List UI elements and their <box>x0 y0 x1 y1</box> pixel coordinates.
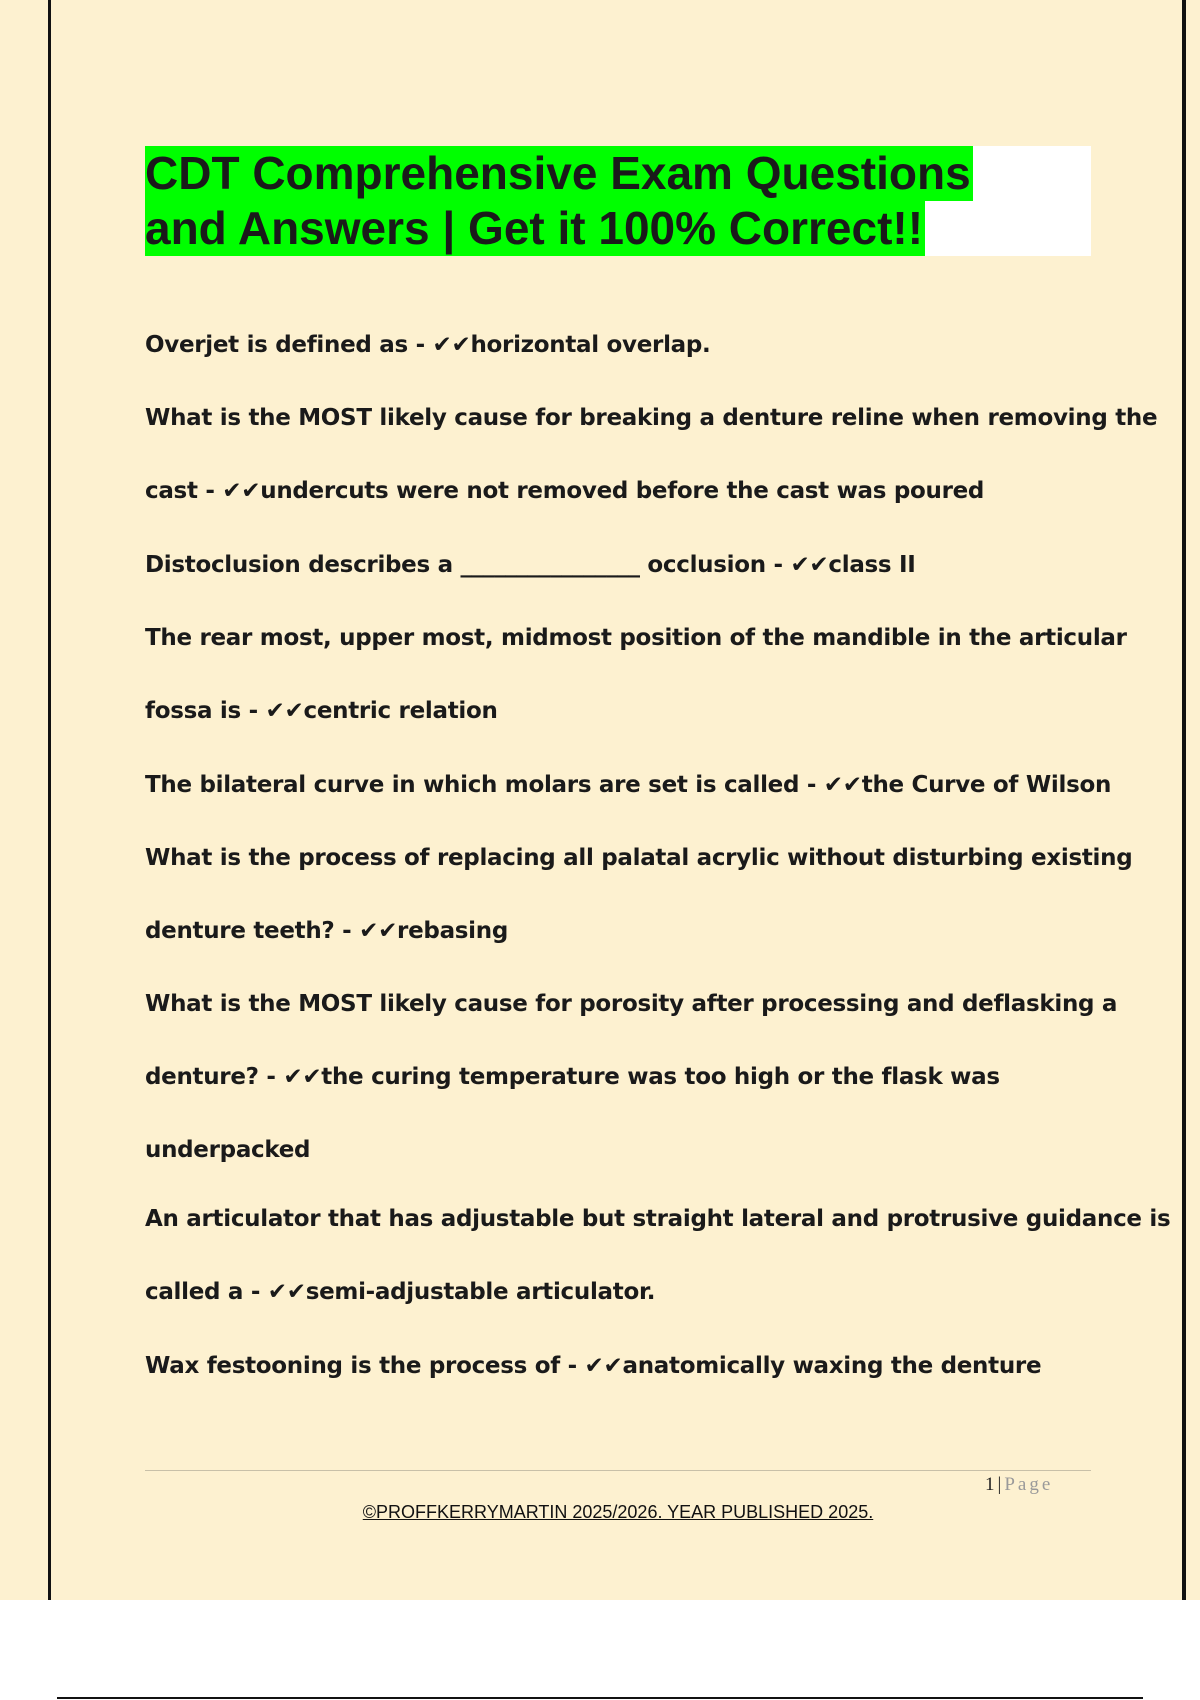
title-line-2: and Answers | Get it 100% Correct!! <box>145 202 924 254</box>
page-border-left <box>48 0 51 1600</box>
text-line: Overjet is defined as - ✔✔horizontal overlap. <box>145 332 711 358</box>
text-line: denture? - ✔✔the curing temperature was too high or the flask was <box>145 1064 1000 1090</box>
text-line: An articulator that has adjustable but straight lateral and protrusive guidance is <box>145 1206 1171 1232</box>
text-line: fossa is - ✔✔centric relation <box>145 698 498 724</box>
text-line: The bilateral curve in which molars are set is called - ✔✔the Curve of Wilson <box>145 772 1112 798</box>
text-line: Wax festooning is the process of - ✔✔anatomically waxing the denture <box>145 1353 1042 1379</box>
text-line: underpacked <box>145 1137 311 1163</box>
text-line: What is the process of replacing all palatal acrylic without disturbing existing <box>145 845 1133 871</box>
document-title <box>145 146 1091 256</box>
footer-divider <box>145 1470 1091 1471</box>
title-line-1: CDT Comprehensive Exam Questions <box>145 147 971 199</box>
text-line: What is the MOST likely cause for breaking a denture reline when removing the <box>145 405 1158 431</box>
text-line: called a - ✔✔semi-adjustable articulator. <box>145 1279 656 1305</box>
page-label: Page <box>1004 1474 1054 1495</box>
text-line: Distoclusion describes a ________________ occlusion - ✔✔class II <box>145 552 916 578</box>
page-number <box>985 1474 1053 1496</box>
page-number-value: 1 <box>985 1474 995 1495</box>
text-line: cast - ✔✔undercuts were not removed before the cast was poured <box>145 478 985 504</box>
text-line: denture teeth? - ✔✔rebasing <box>145 918 508 944</box>
text-line: What is the MOST likely cause for porosity after processing and deflasking a <box>145 991 1118 1017</box>
page-border-right <box>1182 0 1186 1600</box>
copyright-notice: ©PROFFKERRYMARTIN 2025/2026. YEAR PUBLISHED 2025. <box>362 1502 874 1522</box>
page-number-separator: | <box>997 1474 1002 1495</box>
bottom-divider <box>57 1697 1143 1699</box>
text-line: The rear most, upper most, midmost position of the mandible in the articular <box>145 625 1127 651</box>
